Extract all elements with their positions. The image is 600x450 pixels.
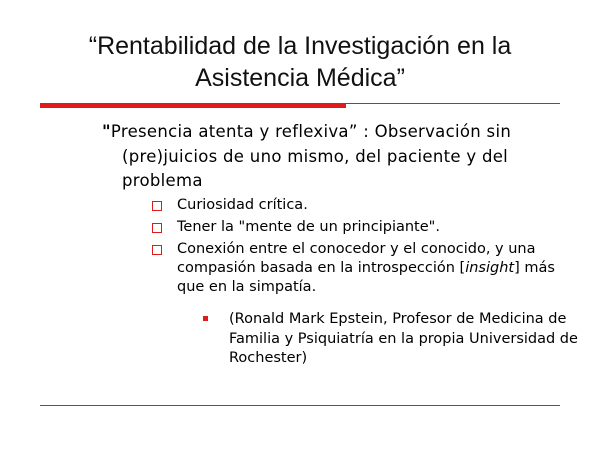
sub-bullet-item [152, 196, 572, 215]
sub-bullet-text: Tener la "mente de un principiante". [177, 219, 440, 235]
sub-bullet-text-tail: más que en la simpatía. [177, 260, 555, 295]
hollow-square-bullet-icon [152, 223, 162, 233]
slide-title-line-2: Asistencia Médica” [195, 64, 405, 92]
slide-title [20, 30, 580, 94]
citation-bullet [202, 310, 589, 369]
filled-square-bullet-icon [203, 316, 208, 321]
sub-bullet-text: Conexión entre el conocedor y el conocido, y una compasión basada en la introspección [177, 241, 536, 276]
sub-bullet-item [152, 240, 572, 297]
sub-bullet-item [152, 218, 572, 237]
main-bullet [102, 120, 592, 194]
insight-close-bracket: ] [514, 260, 520, 276]
hollow-square-bullet-icon [152, 245, 162, 255]
footer-divider [40, 405, 560, 406]
hollow-square-bullet-icon [152, 201, 162, 211]
citation-text: (Ronald Mark Epstein, Profesor de Medicina de Familia y Psiquiatría en la propia Universidad de Rochester) [229, 311, 578, 366]
sub-bullet-text: Curiosidad crítica. [177, 197, 308, 213]
sub-bullet-list [152, 196, 572, 300]
slide-title-line-1: “Rentabilidad de la Investigación en la [88, 32, 512, 60]
main-bullet-text: Presencia atenta y reflexiva” : Observación sin (pre)juicios de uno mismo, del paciente y del problema [110, 122, 512, 190]
opening-quote-mark: " [102, 122, 111, 141]
insight-open-bracket: [ [459, 260, 466, 276]
insight-term: insight [465, 260, 515, 276]
title-divider-accent [40, 103, 346, 108]
